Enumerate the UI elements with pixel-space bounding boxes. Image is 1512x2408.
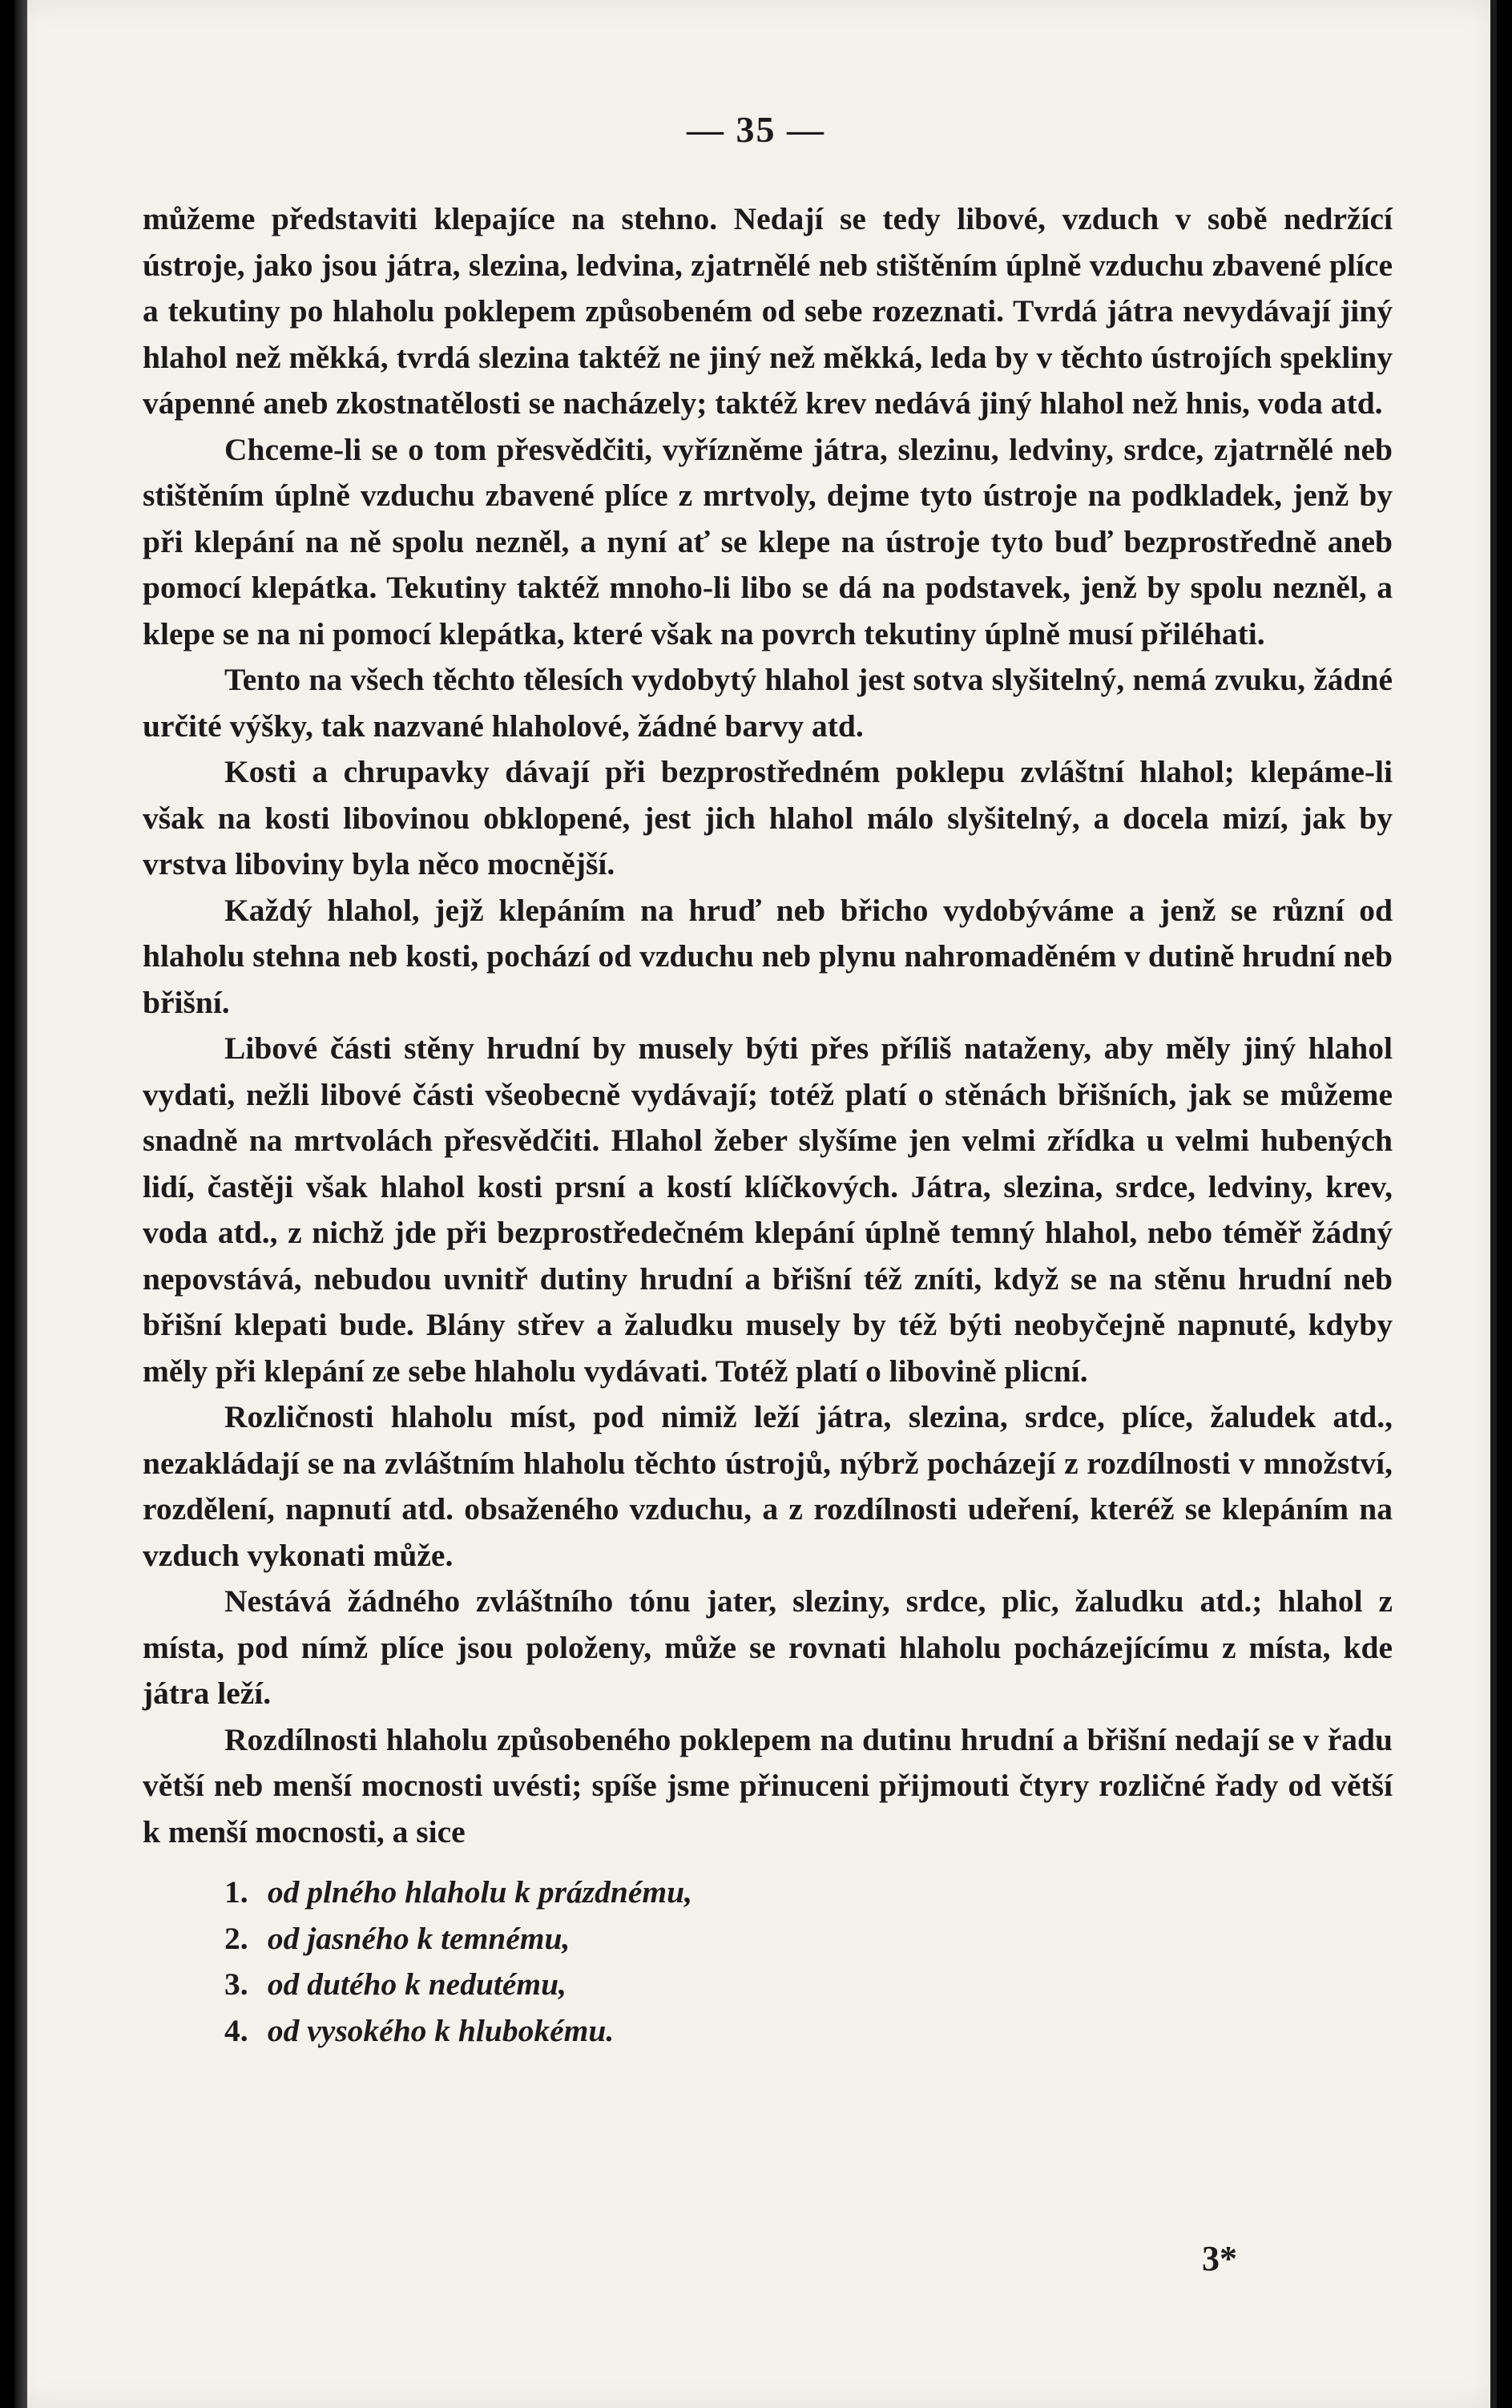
paragraph: Libové části stěny hrudní by musely býti přes příliš nataženy, aby měly jiný hlahol vydati, nežli libové části všeobecně vydávají; totéž platí o stěnách břišních, jak se můžeme snadně na mrtvolách přesvědčiti. Hlahol žeber slyšíme jen velmi zřídka u velmi hubených lidí, častěji však hlahol kosti prsní a kostí klíčkových. Játra, slezina, srdce, ledviny, krev, voda atd., z nichž jde při bezprostředečném klepání úplně temný hlahol, nebo téměř žádný nepovstává, nebudou uvnitř dutiny hrudní a břišní též zníti, když se na stěnu hrudní neb břišní klepati bude. Blány střev a žaludku musely by též býti neobyčejně napnuté, kdyby měly při klepání ze sebe hlaholu vydávati. Totéž platí o libovině plicní. [143, 1031, 1393, 1389]
paragraph: Každý hlahol, jejž klepáním na hruď neb břicho vydobýváme a jenž se různí od hlaholu stehna neb kosti, pochází od vzduchu neb plynu nahromaděném v dutině hrudní neb břišní. [143, 892, 1393, 1020]
body-text [143, 196, 1393, 2054]
list-item [143, 1962, 1393, 2008]
page-right-edge [1490, 0, 1497, 2408]
list-text: od plného hlaholu k prázdnému, [267, 1874, 692, 1910]
page-binding-shadow [14, 0, 27, 2408]
paragraph: Rozdílnosti hlaholu způsobeného poklepem na dutinu hrudní a břišní nedají se v řadu větší neb menší mocnosti uvésti; spíše jsme přinuceni přijmouti čtyry rozličné řady od větší k menší mocnosti, a sice [143, 1721, 1393, 1849]
list-text: od dutého k nedutému, [267, 1966, 566, 2002]
page-number: — 35 — [687, 109, 825, 150]
list-number: 2. [224, 1920, 248, 1956]
paragraph: Tento na všech těchto tělesích vydobytý hlahol jest sotva slyšitelný, nemá zvuku, žádné určité výšky, tak nazvané hlaholové, žádné barvy atd. [143, 662, 1393, 744]
list-number: 3. [224, 1966, 248, 2002]
list-item [143, 2008, 1393, 2055]
list-text: od jasného k temnému, [267, 1920, 571, 1956]
list-text: od vysokého k hlubokému. [267, 2012, 615, 2048]
paragraph: Rozličnosti hlaholu míst, pod nimiž leží játra, slezina, srdce, plíce, žaludek atd., nezakládají se na zvláštním hlaholu těchto ústrojů, nýbrž pocházejí z rozdílnosti v množství, rozdělení, napnutí atd. obsaženého vzduchu, a z rozdílnosti udeření, kteréž se klepáním na vzduch vykonati může. [143, 1399, 1393, 1573]
list-number: 1. [224, 1874, 248, 1910]
list-item [143, 1870, 1393, 1916]
paragraph: Nestává žádného zvláštního tónu jater, sleziny, srdce, plic, žaludku atd.; hlahol z místa, pod nímž plíce jsou položeny, může se rovnati hlaholu pocházejícímu z místa, kde játra leží. [143, 1583, 1393, 1711]
enumerated-list [143, 1870, 1393, 2054]
paragraph: můžeme představiti klepajíce na stehno. Nedají se tedy libové, vzduch v sobě nedržící ústroje, jako jsou játra, slezina, ledvina, zjatrnělé neb stištěním úplně vzduchu zbavené plíce a tekutiny po hlaholu poklepem způsobeném od sebe rozeznati. Tvrdá játra nevydávají jiný hlahol než měkká, tvrdá slezina taktéž ne jiný než měkká, leda by v těchto ústrojích spekliny vápenné aneb zkostnatělosti se nacházely; taktéž krev nedává jiný hlahol než hnis, voda atd. [143, 201, 1393, 421]
printer-signature: 3* [1202, 2239, 1237, 2278]
list-number: 4. [224, 2012, 248, 2048]
list-item [143, 1916, 1393, 1962]
paragraph: Kosti a chrupavky dávají při bezprostředném poklepu zvláštní hlahol; klepáme-li však na kosti libovinou obklopené, jest jich hlahol málo slyšitelný, a docela mizí, jak by vrstva liboviny byla něco mocnější. [143, 754, 1393, 881]
paragraph: Chceme-li se o tom přesvědčiti, vyřízněme játra, slezinu, ledviny, srdce, zjatrnělé neb stištěním úplně vzduchu zbavené plíce z mrtvoly, dejme tyto ústroje na podkladek, jenž by při klepání na ně spolu nezněl, a nyní ať se klepe na ústroje tyto buď bezprostředně aneb pomocí klepátka. Tekutiny taktéž mnoho-li libo se dá na podstavek, jenž by spolu nezněl, a klepe se na ni pomocí klepátka, které však na povrch tekutiny úplně musí přiléhati. [143, 431, 1393, 651]
